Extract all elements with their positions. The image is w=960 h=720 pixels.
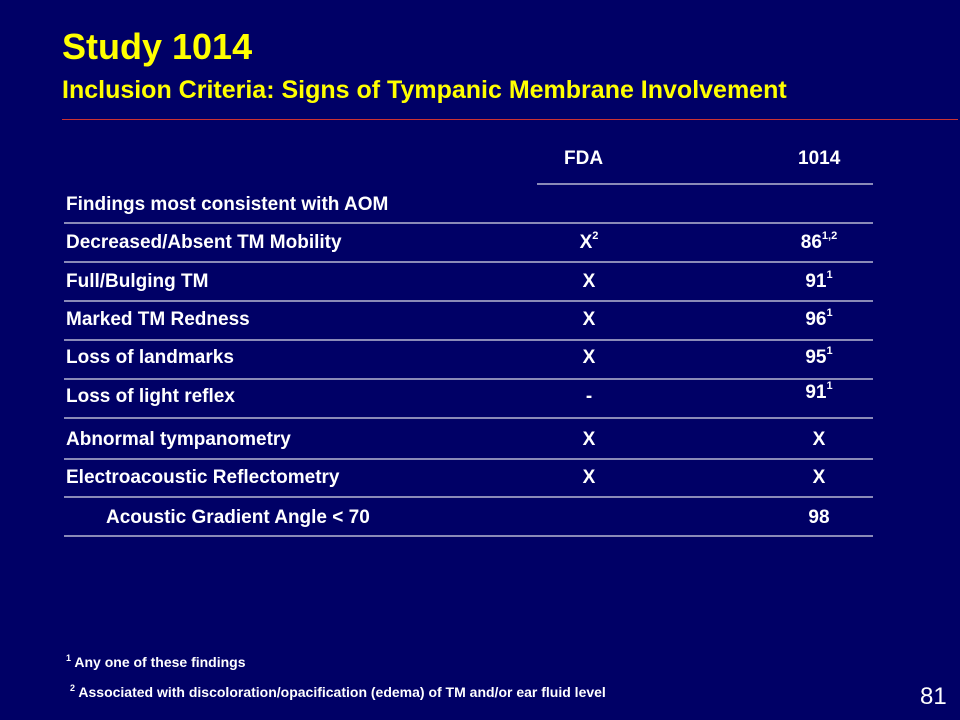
study-1014-cell: 86$^{1,2}$: [800, 230, 838, 253]
table-row: [64, 380, 873, 422]
fda-cell: X: [582, 347, 596, 368]
row-divider: [64, 300, 873, 302]
page-number: 81: [920, 683, 947, 710]
row-label: Decreased/Absent TM Mobility: [66, 232, 342, 253]
table-row: [64, 347, 873, 379]
section-row: [64, 194, 873, 224]
table-row: [64, 232, 873, 264]
column-header-1014: 1014: [798, 148, 841, 169]
table-row: [64, 309, 873, 341]
row-divider: [64, 535, 873, 537]
slide-title: Study 1014: [62, 26, 253, 67]
column-header-fda: FDA: [564, 148, 604, 169]
study-1014-cell: $95^1$: [805, 345, 833, 368]
footnote-2: $^2$ Associated with discoloration/opacification (edema) of TM and/or ear fluid level: [70, 683, 606, 700]
table-row: [64, 429, 873, 461]
row-divider: [64, 339, 873, 341]
study-1014-cell: $96^1$: [805, 307, 833, 330]
table-row: [64, 271, 873, 303]
header-divider: [537, 183, 873, 185]
row-label: Full/Bulging TM: [66, 271, 209, 292]
fda-cell: X: [582, 271, 596, 292]
row-divider: [64, 496, 873, 498]
study-1014-cell: $91^1$: [805, 380, 833, 403]
row-label: Loss of landmarks: [66, 347, 234, 368]
row-divider: [64, 378, 873, 380]
study-1014-cell: X: [812, 429, 826, 450]
row-divider: [64, 261, 873, 263]
fda-cell: X: [582, 429, 596, 450]
slide-subtitle: Inclusion Criteria: Signs of Tympanic Membrane Involvement: [62, 76, 787, 104]
row-label: Marked TM Redness: [66, 309, 250, 330]
section-label: Findings most consistent with AOM: [66, 194, 389, 215]
fda-cell: X: [582, 467, 596, 488]
table-row: [64, 507, 873, 539]
row-label: Abnormal tympanometry: [66, 429, 291, 450]
title-rule: [62, 119, 958, 120]
fda-cell: $X^2$: [579, 230, 599, 253]
row-divider: [64, 417, 873, 419]
row-label: Acoustic Gradient Angle < 70: [106, 507, 370, 528]
row-divider: [64, 458, 873, 460]
study-1014-cell: 98: [808, 507, 830, 528]
row-divider: [64, 222, 873, 224]
study-1014-cell: $91^1$: [805, 269, 833, 292]
fda-cell: X: [582, 309, 596, 330]
row-label: Loss of light reflex: [66, 386, 235, 407]
fda-cell: -: [585, 386, 593, 407]
table-row: [64, 467, 873, 499]
study-1014-cell: X: [812, 467, 826, 488]
footnote-1: $^1$ Any one of these findings: [66, 653, 246, 670]
row-label: Electroacoustic Reflectometry: [66, 467, 340, 488]
